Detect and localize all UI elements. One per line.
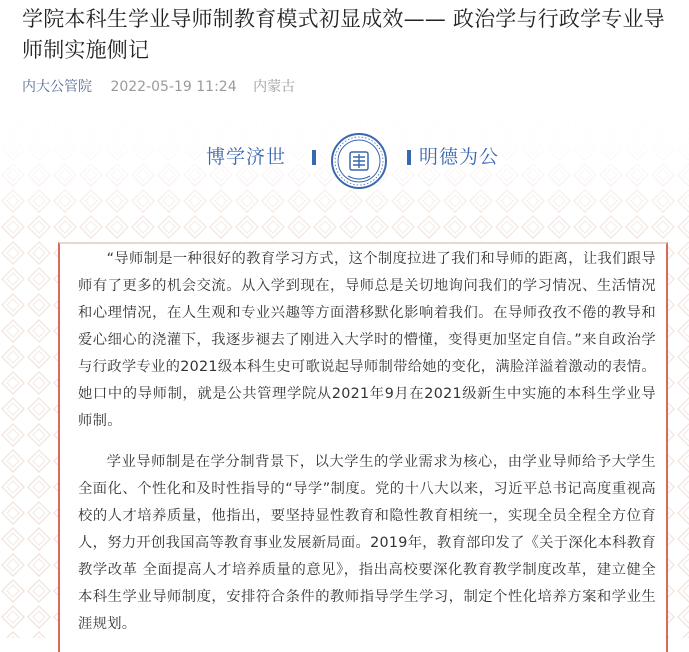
article-title: 学院本科生学业导师制教育模式初显成效—— 政治学与行政学专业导师制实施侧记 bbox=[22, 7, 665, 62]
article-meta bbox=[22, 77, 295, 97]
publish-location: 内蒙古 bbox=[253, 79, 296, 95]
body-paragraph: 学业导师制是在学分制背景下，以大学生的学业需求为核心，由学业导师给予大学生全面化、个性化和及时性指导的“导学”制度。党的十八大以来，习近平总书记高度重视高校的人才培养质量，他指出，要坚持显性教育和隐性教育相统一，实现全员全程全方位育人，努力开创我国高等教育事业发展新局面。2019年，教育部印发了《关于深化本科教育教学改革 全面提高人才培养质量的意见》，指出高校要深化教育教学制度改革，建立健全本科生学业导师制度，安排符合条件的教师指导学生学习，制定个性化培养方案和学业生涯规划。 bbox=[78, 454, 656, 632]
motto-left: 博学济世 bbox=[206, 146, 287, 168]
divider-bar-left bbox=[312, 150, 316, 165]
motto-right: 明德为公 bbox=[419, 146, 500, 168]
university-emblem-icon bbox=[330, 132, 388, 190]
body-paragraph: “导师制是一种很好的教育学习方式，这个制度拉进了我们和导师的距离，让我们跟导师有了更多的机会交流。从入学到现在，导师总是关切地询问我们的学习情况、生活情况和心理情况，在人生观和专业兴趣等方面潜移默化影响着我们。在导师孜孜不倦的教导和爱心细心的浇灌下，我逐步褪去了刚进入大学时的懵懂，变得更加坚定自信。”来自政治学与行政学专业的2021级本科生史可歌说起导师制带给她的变化，满脸洋溢着激动的表情。她口中的导师制，就是公共管理学院从2021年9月在2021级新生中实施的本科生学业导师制。 bbox=[78, 251, 656, 429]
publish-date: 2022-05-19 11:24 bbox=[110, 79, 237, 95]
divider-bar-right bbox=[407, 150, 411, 165]
account-name-link[interactable]: 内大公管院 bbox=[22, 79, 92, 95]
